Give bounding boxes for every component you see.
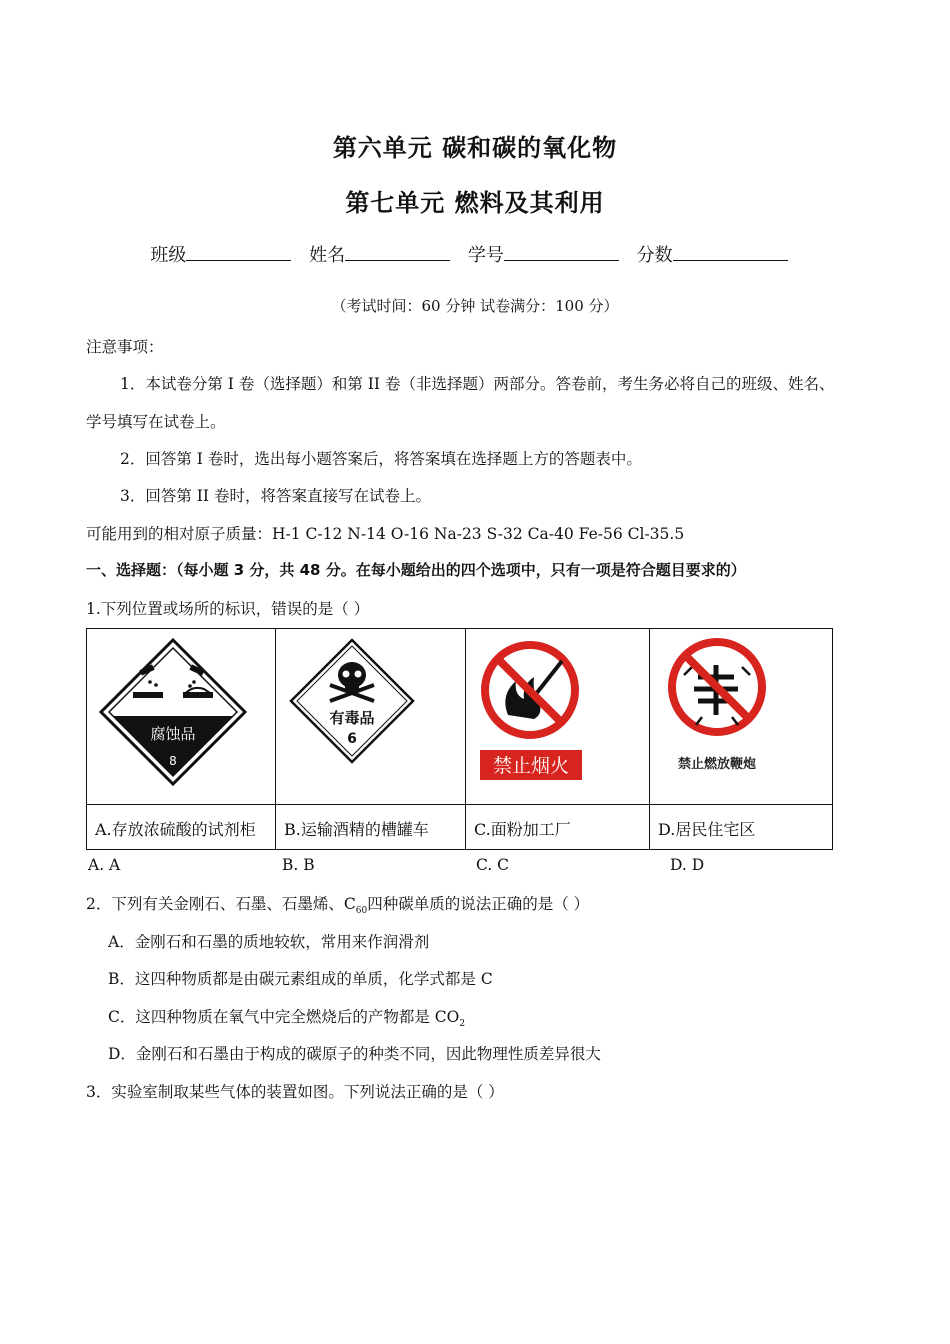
no-fire-sign-icon: [478, 637, 586, 782]
q2-stem-subscript: 60: [355, 906, 368, 917]
sign-a-number: 8: [169, 754, 177, 768]
exam-time: （考试时间：60 分钟 试卷满分：100 分）: [331, 297, 619, 315]
q2-stem-text-end: 四种碳单质的说法正确的是（ ）: [367, 895, 590, 913]
note-2: 2．回答第 I 卷时，选出每小题答案后，将答案填在选择题上方的答题表中。: [120, 450, 642, 468]
caption-c: C.面粉加工厂: [466, 804, 649, 849]
note-1-cont: 学号填写在试卷上。: [86, 413, 226, 431]
q2-option-d[interactable]: D．金刚石和石墨由于构成的碳原子的种类不同，因此物理性质差异很大: [108, 1045, 601, 1063]
score-blank: [673, 242, 788, 261]
sign-c-label: 禁止烟火: [492, 755, 570, 777]
atomic-masses: 可能用到的相对原子质量：H-1 C-12 N-14 O-16 Na-23 S-32 Ca-40 Fe-56 Cl-35.5: [86, 525, 685, 543]
signs-table: [86, 628, 833, 850]
score-label: 分数: [636, 245, 673, 266]
name-blank: [345, 242, 450, 261]
sign-b-label: 有毒品: [329, 709, 375, 727]
id-label: 学号: [467, 245, 504, 266]
q2-stem: [86, 892, 589, 916]
sign-cell-c: [466, 629, 650, 849]
id-blank: [504, 242, 619, 261]
class-blank: [186, 242, 291, 261]
unit-title-6: 第六单元 碳和碳的氧化物: [332, 134, 618, 162]
q1-option-b[interactable]: B. B: [282, 856, 315, 874]
unit-title-7: 第七单元 燃料及其利用: [345, 189, 605, 217]
q1-option-d[interactable]: D. D: [670, 856, 705, 874]
sign-cell-a: [87, 629, 276, 849]
q2-option-c-subscript: 2: [459, 1019, 466, 1030]
sign-d-label: 禁止燃放鞭炮: [677, 757, 757, 772]
class-label: 班级: [150, 245, 187, 266]
corrosive-sign-icon: [98, 637, 248, 787]
note-1: 1．本试卷分第 I 卷（选择题）和第 II 卷（非选择题）两部分。答卷前，考生务必将自己的班级、姓名、: [120, 375, 835, 393]
q1-stem: 1.下列位置或场所的标识，错误的是（ ）: [86, 600, 370, 618]
caption-d: D.居民住宅区: [650, 804, 832, 849]
name-label: 姓名: [309, 245, 346, 266]
q2-option-a[interactable]: A．金刚石和石墨的质地较软，常用来作润滑剂: [108, 933, 430, 951]
q2-option-c[interactable]: [108, 1005, 465, 1029]
student-info-line: [0, 241, 950, 267]
q2-option-b[interactable]: B．这四种物质都是由碳元素组成的单质，化学式都是 C: [108, 970, 493, 988]
note-3: 3．回答第 II 卷时，将答案直接写在试卷上。: [120, 487, 431, 505]
caption-b: B.运输酒精的槽罐车: [276, 804, 465, 849]
q2-stem-text: 2．下列有关金刚石、石墨、石墨烯、C: [86, 895, 356, 913]
q2-option-c-text: C．这四种物质在氧气中完全燃烧后的产物都是 CO: [108, 1008, 460, 1026]
section-heading: 一、选择题：（每小题 3 分，共 48 分。在每小题给出的四个选项中，只有一项是符合题目要求的）: [86, 561, 746, 579]
notes-heading: 注意事项：: [86, 338, 164, 356]
q1-option-c[interactable]: C. C: [476, 856, 510, 874]
caption-a: A.存放浓硫酸的试剂柜: [87, 804, 275, 849]
q3-stem: 3．实验室制取某些气体的装置如图。下列说法正确的是（ ）: [86, 1083, 504, 1101]
toxic-sign-icon: [288, 637, 416, 765]
q1-option-a[interactable]: A. A: [88, 856, 121, 874]
no-firecrackers-sign-icon: [662, 637, 792, 777]
sign-b-number: 6: [347, 731, 357, 747]
sign-cell-b: [276, 629, 466, 849]
sign-a-label: 腐蚀品: [150, 725, 196, 743]
sign-cell-d: [650, 629, 832, 849]
